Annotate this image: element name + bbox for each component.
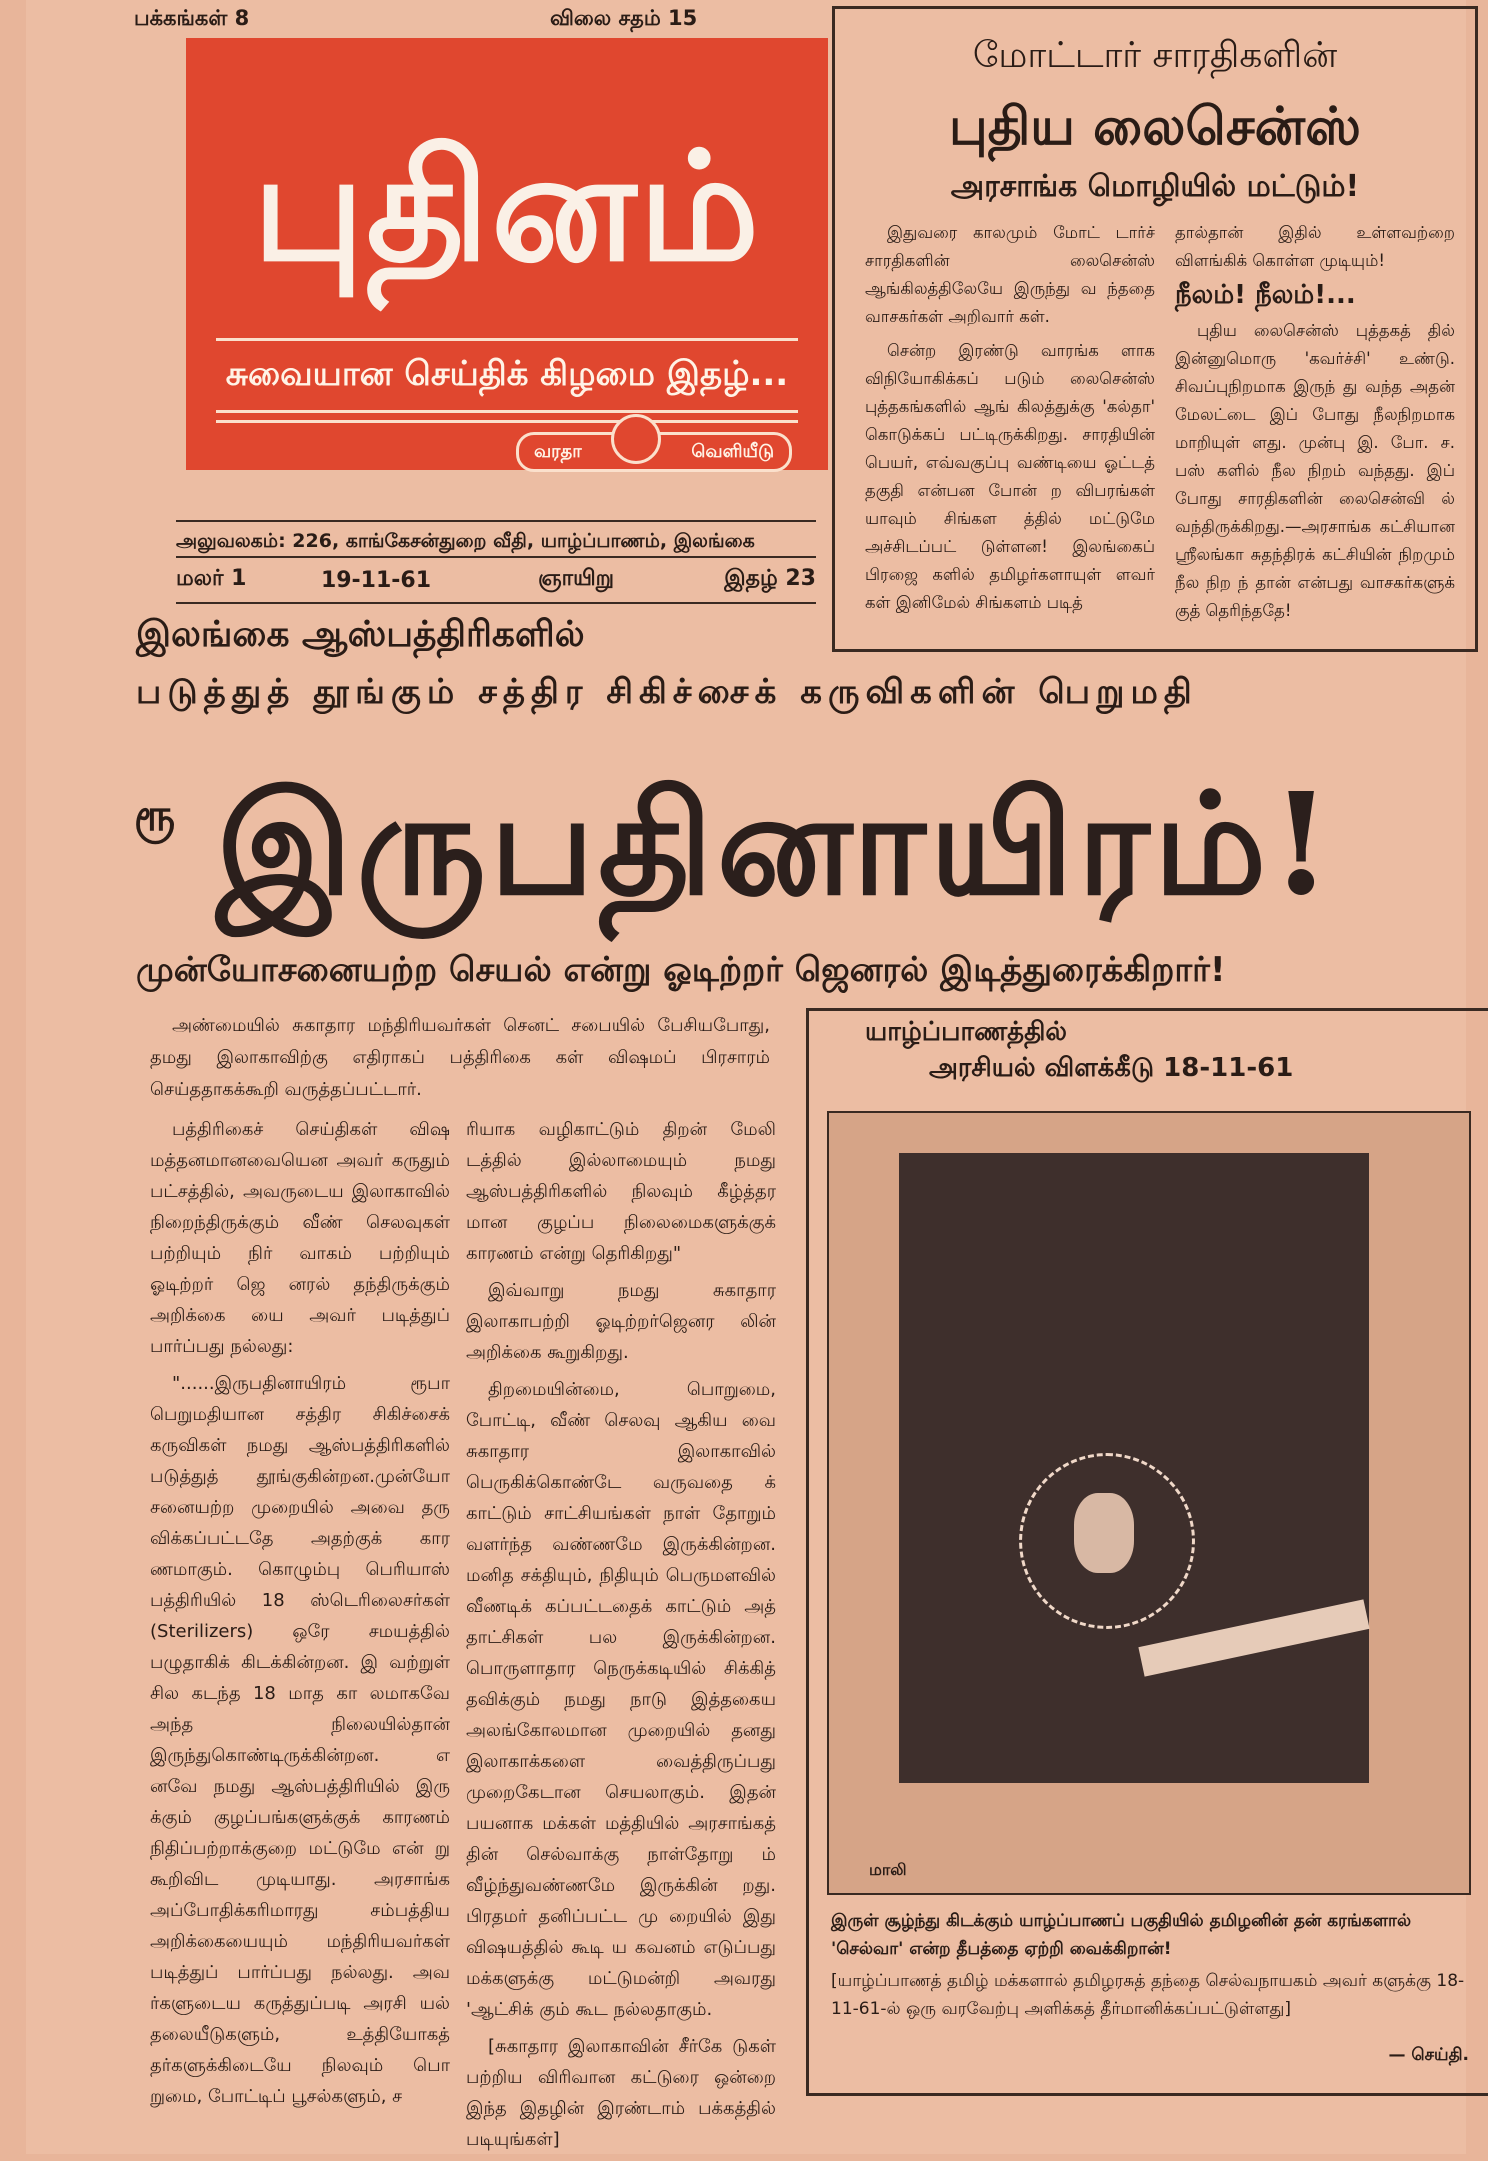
book-emblem-icon bbox=[611, 414, 661, 464]
price-label: விலை சதம் 15 bbox=[550, 6, 698, 30]
article-col-1: பத்திரிகைச் செய்திகள் விஷ மத்தனமானவையென அவர் கருதும் பட்சத்தில், அவருடைய இலாகாவில் நிறைந்திருக்கும் வீண் செலவுகள் பற்றியும் நிர் வாகம் பற்றியும் ஓடிற்றர் ஜெ னரல் தந்திருக்கும் அறிக்கை யை அவர் படித்துப் பார்ப்பது நல்லது: "......இருபதினாயிரம் ரூபா பெறுமதியான சத்திர சிகிச்சைக் கருவிகள் நமது ஆஸ்பத்திரிகளில் படுத்துத் தூங்குகின்றன.முன்யோ சனையற்ற முறையில் அவை தரு விக்கப்பட்டதே அதற்குக் கார ணமாகும். கொழும்பு பெரியாஸ் பத்திரியில் 18 ஸ்டெரிலைசர்கள் (Sterilizers) ஒரே சமயத்தில் பழுதாகிக் கிடக்கின்றன. இ வற்றுள் சில கடந்த 18 மாத கா லமாகவே அந்த நிலையில்தான் இருந்துகொண்டிருக்கின்றன. எ னவே நமது ஆஸ்பத்திரியில் இரு க்கும் குழப்பங்களுக்குக் காரணம் நிதிப்பற்றாக்குறை மட்டுமே என் று கூறிவிட முடியாது. அரசாங்க அப்போதிக்கரிமாரது சம்பத்திய அறிக்கையையும் மந்திரியவர்கள் படித்துப் பார்ப்பது நல்லது. அவ ர்களுடைய கருத்துப்படி அரசி யல் தலையீடுகளும், உத்தியோகத் தர்களுக்கிடையே நிலவும் பொ றுமை, போட்டிப் பூசல்களும், ச bbox=[150, 1119, 450, 2107]
issue-day: ஞாயிறு bbox=[537, 566, 615, 591]
issue-info-bar bbox=[176, 556, 816, 604]
masthead bbox=[186, 38, 828, 470]
license-col-1: இதுவரை காலமும் மோட் டார்ச் சாரதிகளின் லைசென்ஸ் ஆங்கிலத்திலேயே இருந்து வ ந்ததை வாசகர்கள் அறிவார் கள். சென்ற இரண்டு வாரங்க ளாக விநியோகிக்கப் படும் லைசென்ஸ் புத்தகங்களில் ஆங் கிலத்துக்கு 'கல்தா' கொடுக்கப் பட்டிருக்கிறது. சாரதியின் பெயர், எவ்வகுப்பு வண்டியை ஓட்டத் தகுதி என்பன போன் ற விபரங்கள் யாவும் சிங்கள த்தில் மட்டுமே அச்சிடப்பட் டுள்ளன! இலங்கைப் பிரஜை களில் தமிழர்களாயுள் ளவர் கள் இனிமேல் சிங்களம் படித் bbox=[865, 223, 1155, 612]
cartoon-title-2: அரசியல் விளக்கீடு 18-11-61 bbox=[929, 1053, 1294, 1083]
currency-symbol: ரூ bbox=[134, 790, 176, 841]
main-headline: இருபதினாயிரம்! bbox=[216, 763, 1336, 927]
newspaper-page bbox=[26, 0, 1469, 2154]
tagline: சுவையான செய்திக் கிழமை இதழ்... bbox=[225, 354, 789, 394]
pages-label: பக்கங்கள் 8 bbox=[134, 6, 250, 30]
kicker-1: இலங்கை ஆஸ்பத்திரிகளில் bbox=[136, 614, 585, 655]
cartoon-credit: — செய்தி. bbox=[1388, 2045, 1469, 2065]
cartoon-caption: இருள் சூழ்ந்து கிடக்கும் யாழ்ப்பாணப் பகுதியில் தமிழனின் தன் கரங்களால் 'செல்வா' என்ற தீபத்தை ஏற்றி வைக்கிறான்! bbox=[831, 1911, 1412, 1959]
volume: மலர் 1 bbox=[176, 566, 247, 591]
hand-icon bbox=[1138, 1599, 1369, 1676]
license-story-box bbox=[832, 6, 1478, 652]
license-heading-top: மோட்டார் சாரதிகளின் bbox=[972, 35, 1338, 76]
dark-doorway bbox=[899, 1153, 1369, 1783]
newspaper-title: புதினம் bbox=[252, 121, 762, 295]
license-heading-sub: அரசாங்க மொழியில் மட்டும்! bbox=[950, 169, 1360, 204]
publisher-name: வரதா bbox=[533, 440, 582, 462]
publisher-badge bbox=[516, 432, 792, 472]
issue-number: இதழ் 23 bbox=[724, 566, 816, 591]
lead-paragraph: அண்மையில் சுகாதார மந்திரியவர்கள் செனட் சபையில் பேசியபோது, தமது இலாகாவிற்கு எதிராகப் பத்திரிகை கள் விஷமப் பிரசாரம் செய்ததாகக்கூறி வருத்தப்பட்டார். bbox=[150, 1015, 770, 1100]
masthead-rule bbox=[216, 338, 798, 341]
article-col-2: ரியாக வழிகாட்டும் திறன் மேலி டத்தில் இல்லாமையும் நமது ஆஸ்பத்திரிகளில் நிலவும் கீழ்த்தர மான குழப்ப நிலைமைகளுக்குக் காரணம் என்று தெரிகிறது" இவ்வாறு நமது சுகாதார இலாகாபற்றி ஓடிற்றர்ஜெனர லின் அறிக்கை கூறுகிறது. திறமையின்மை, பொறுமை, போட்டி, வீண் செலவு ஆகிய வை சுகாதார இலாகாவில் பெருகிக்கொண்டே வருவதை க் காட்டும் சாட்சியங்கள் நாள் தோறும் வளர்ந்த வண்ணமே இருக்கின்றன. மனித சக்தியும், நிதியும் பெருமளவில் வீணடிக் கப்பட்டதைக் காட்டும் அத் தாட்சிகள் பல இருக்கின்றன. பொருளாதார நெருக்கடியில் சிக்கித் தவிக்கும் நமது நாடு இத்தகைய அலங்கோலமான முறையில் தனது இலாகாக்களை வைத்திருப்பது முறைகேடான செயலாகும். இதன் பயனாக மக்கள் மத்தியில் அரசாங்கத் தின் செல்வாக்கு நாள்தோறு ம் வீழ்ந்துவண்ணமே இருக்கின் றது. பிரதமர் தனிப்பட்ட மு றையில் இது விஷயத்தில் கூடி ய கவனம் எடுப்பது மக்களுக்கு மட்டுமன்றி அவரது 'ஆட்சிக் கும் கூட நல்லதாகும். [சுகாதார இலாகாவின் சீர்கே டுகள் பற்றிய விரிவான கட்டுரை ஒன்றை இந்த இதழின் இரண்டாம் பக்கத்தில் படியுங்கள்] bbox=[466, 1119, 776, 2150]
license-col-2: தால்தான் இதில் உள்ளவற்றை விளங்கிக் கொள்ள முடியும்! நீலம்! நீலம்!... புதிய லைசென்ஸ் புத்தகத் தில் இன்னுமொரு 'கவர்ச்சி' உண்டு. சிவப்புநிறமாக இருந் து வந்த அதன் மேலட்டை இப் போது நீலநிறமாக மாறியுள் ளது. முன்பு இ. போ. ச. பஸ் களில் நீல நிறம் வந்தது. இப் போது சாரதிகளின் லைசென்வி ல் வந்திருக்கிறது.—அரசாங்க கட்சியான ஸ்ரீலங்கா சுதந்திரக் கட்சியின் நிறமும் நீல நிற ந் தான் என்பது வாசகர்களுக் குத் தெரிந்ததே! bbox=[1175, 223, 1455, 620]
license-heading-main: புதிய லைசென்ஸ் bbox=[949, 97, 1361, 157]
artist-signature: மாலி bbox=[869, 1860, 907, 1879]
masthead-rule bbox=[216, 410, 798, 413]
kicker-2: படுத்துத் தூங்கும் சத்திர சிகிச்சைக் கருவிகளின் பெறுமதி bbox=[136, 672, 1198, 712]
license-subhead: நீலம்! நீலம்!... bbox=[1175, 280, 1356, 310]
masthead-rule bbox=[216, 420, 798, 423]
publisher-label: வெளியீடு bbox=[691, 440, 775, 462]
cartoon-illustration bbox=[827, 1111, 1471, 1895]
deck: முன்யோசனையற்ற செயல் என்று ஓடிற்றர் ஜெனரல் இடித்துரைக்கிறார்! bbox=[136, 950, 1226, 990]
office-address: அலுவலகம்: 226, காங்கேசன்துறை வீதி, யாழ்ப்பாணம், இலங்கை bbox=[176, 520, 816, 570]
cartoon-note: [யாழ்ப்பாணத் தமிழ் மக்களால் தமிழரசுத் தந்தை செல்வநாயகம் அவர் களுக்கு 18-11-61-ல் ஒரு வரவேற்பு அளிக்கத் தீர்மானிக்கப்பட்டுள்ளது] bbox=[831, 1971, 1465, 2019]
issue-date: 19-11-61 bbox=[320, 567, 432, 593]
face-icon bbox=[1074, 1493, 1134, 1573]
cartoon-title-1: யாழ்ப்பாணத்தில் bbox=[865, 1017, 1067, 1047]
cartoon-box bbox=[806, 1008, 1488, 2096]
